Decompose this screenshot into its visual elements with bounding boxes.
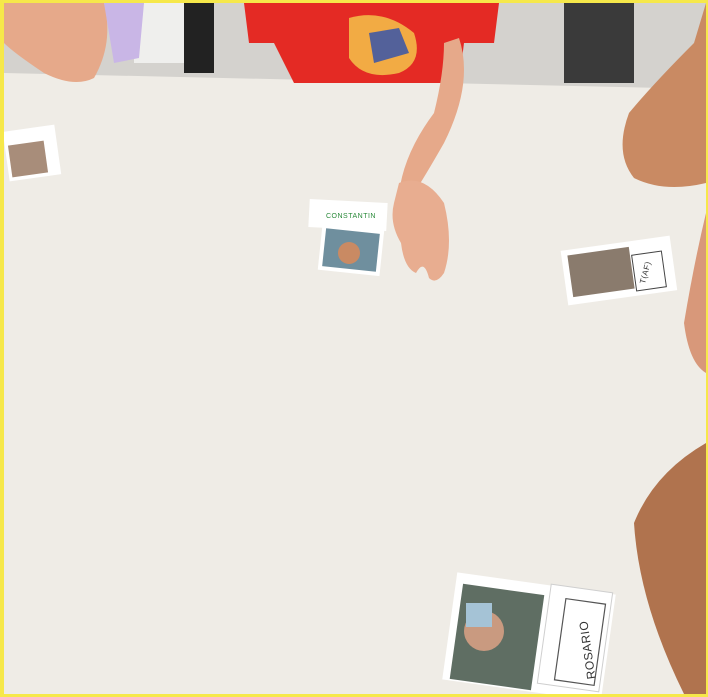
classroom-table-photo	[4, 3, 706, 694]
name-tag-right: T(AF)	[638, 260, 653, 285]
photo-card-top-left	[4, 125, 61, 182]
photo-illustration	[4, 3, 706, 694]
name-tag-bottom: ROSARIO	[576, 619, 599, 681]
name-tag-center: CONSTANTIN	[326, 213, 376, 220]
